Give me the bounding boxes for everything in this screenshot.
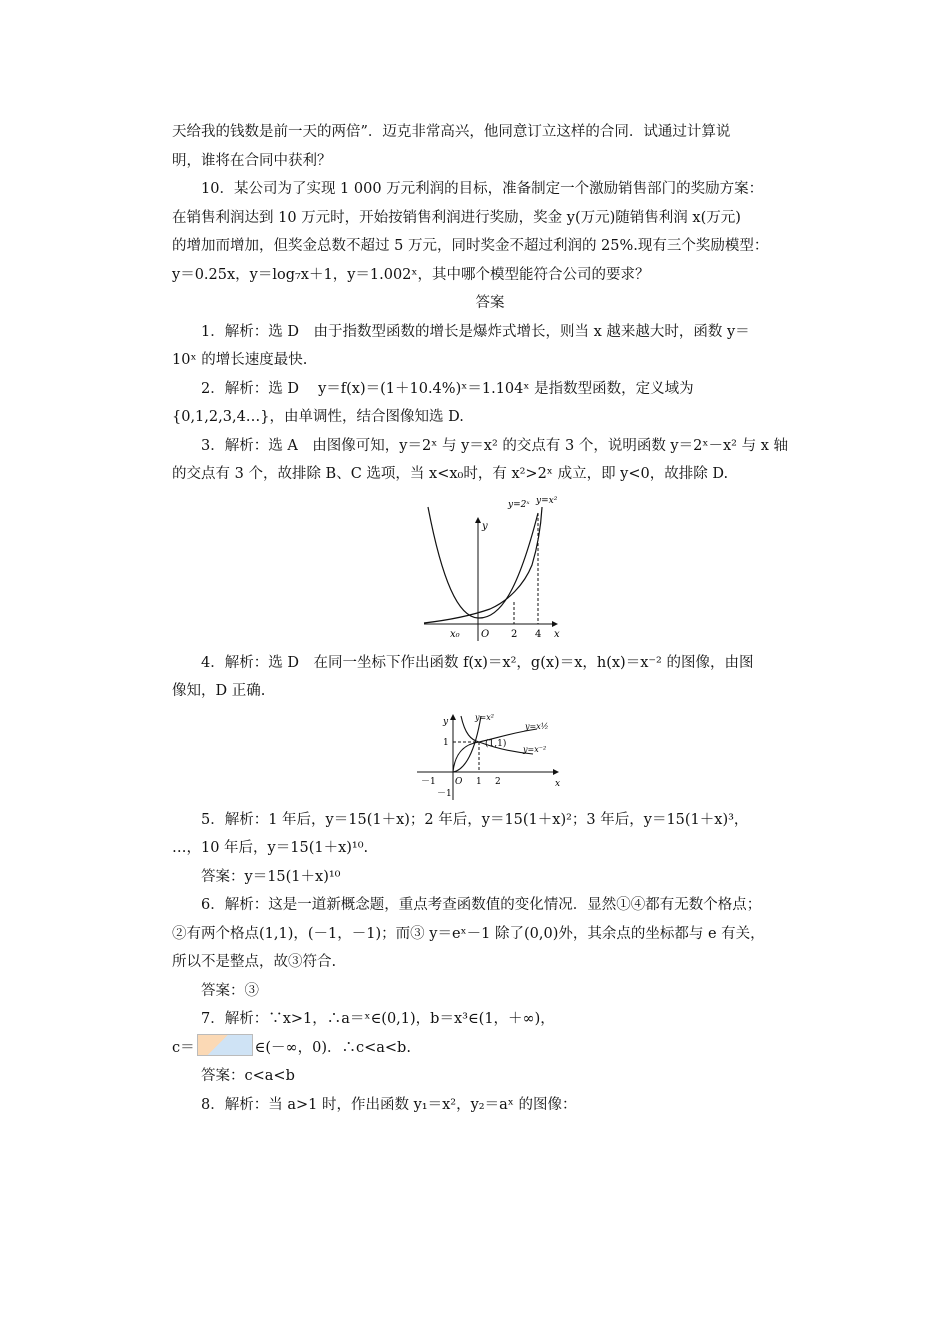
answer-3: 3．解析：选 A 由图像可知，y＝2ˣ 与 y＝x² 的交点有 3 个，说明函数 y＝2ˣ－x² 与 x 轴 [201, 437, 788, 454]
text-line: 所以不是整点，故③符合. [172, 954, 337, 970]
graph-power [415, 712, 565, 802]
point-label: (1,1) [485, 738, 507, 749]
text-fragment: ∈(－∞，0)．∴c<a<b. [254, 1039, 411, 1056]
y-axis-arrow [450, 714, 456, 720]
y-axis-label: y [443, 716, 449, 727]
answer-7-result: 答案：c<a<b [201, 1068, 295, 1084]
x-axis-arrow [553, 769, 559, 775]
answer-6-result: 答案：③ [201, 982, 259, 999]
text-line: 天给我的钱数是前一天的两倍”．迈克非常高兴，他同意订立这样的合同．试通过计算说 [172, 124, 731, 140]
answer-4: 4．解析：选 D 在同一坐标下作出函数 f(x)＝x²，g(x)＝x，h(x)＝x⁻² 的图像，由图 [201, 654, 754, 671]
text-line: {0,1,2,3,4…}，由单调性，结合图像知选 D. [172, 409, 464, 425]
label-x2: y=x² [536, 495, 558, 506]
y-axis-arrow [475, 517, 481, 523]
answer-8: 8．解析：当 a>1 时，作出函数 y₁＝x²，y₂＝aˣ 的图像： [201, 1096, 577, 1113]
text-line: y＝0.25x，y＝log₇x＋1，y＝1.002ˣ，其中哪个模型能符合公司的要求？ [172, 266, 650, 283]
label-xhalf: y=x½ [525, 721, 549, 731]
text-fragment: c＝ [172, 1039, 195, 1056]
label-x2: y=x² [475, 712, 494, 722]
text-line: 的增加而增加，但奖金总数不超过 5 万元，同时奖金不超过利润的 25%.现有三个奖励模型： [172, 238, 769, 254]
tick-1: 1 [476, 776, 482, 787]
document-content [172, 118, 808, 1119]
text-line: 像知，D 正确. [172, 683, 266, 699]
text-line: 的交点有 3 个，故排除 B、C 选项，当 x<x₀时，有 x²>2ˣ 成立，即 y<0，故排除 D. [172, 466, 729, 482]
answer-2: 2．解析：选 D y＝f(x)＝(1＋10.4%)ˣ＝1.104ˣ 是指数型函数，定义域为 [201, 380, 694, 397]
tick-minus1: －1 [421, 776, 436, 787]
text-line: 明，谁将在合同中获利？ [172, 152, 332, 169]
broken-image-icon [197, 1034, 253, 1056]
question-10: 10．某公司为了实现 1 000 万元利润的目标，准备制定一个激励销售部门的奖励方案： [201, 181, 764, 197]
y-tick-1: 1 [443, 737, 449, 748]
origin-label: O [481, 628, 490, 640]
answer-5-result: 答案：y＝15(1＋x)¹⁰ [201, 868, 341, 885]
origin-label: O [455, 776, 463, 787]
tick-4: 4 [535, 628, 542, 640]
text-line: 10ˣ 的增长速度最快. [172, 352, 308, 368]
graph-2x-x2 [420, 495, 560, 645]
label-2x: y=2ˣ [508, 499, 530, 510]
tick-2: 2 [495, 776, 501, 787]
text-line: …，10 年后，y＝15(1＋x)¹⁰. [172, 840, 369, 856]
text-line [172, 1034, 808, 1063]
answer-title: 答案 [475, 295, 505, 311]
figure-power-functions [172, 712, 808, 802]
curve-x2 [453, 716, 481, 772]
figure-2x-vs-x2 [172, 495, 808, 645]
x0-label: x₀ [450, 628, 460, 640]
answer-1: 1．解析：选 D 由于指数型函数的增长是爆炸式增长，则当 x 越来越大时，函数 y＝ [201, 323, 750, 340]
label-xm2: y=x⁻² [523, 744, 547, 754]
x-axis-label: x [554, 628, 560, 640]
text-line: 在销售利润达到 10 万元时，开始按销售利润进行奖励，奖金 y(万元)随销售利润 x(万元) [172, 209, 741, 226]
tick-2: 2 [511, 628, 518, 640]
y-tick-minus1: －1 [437, 788, 452, 799]
answer-5: 5．解析：1 年后，y＝15(1＋x)；2 年后，y＝15(1＋x)²；3 年后，y＝15(1＋x)³， [201, 811, 749, 828]
answer-7: 7．解析：∵x>1，∴a＝ˣ∈(0,1)，b＝x³∈(1，＋∞)， [201, 1011, 555, 1027]
x-axis-label: x [555, 778, 561, 789]
text-line: ②有两个格点(1,1)，(－1，－1)；而③ y＝eˣ－1 除了(0,0)外，其余点的坐标都与 e 有关， [172, 925, 765, 942]
x-axis-arrow [552, 621, 558, 627]
answer-6: 6．解析：这是一道新概念题，重点考查函数值的变化情况．显然①④都有无数个格点； [201, 897, 762, 913]
y-axis-label: y [482, 520, 488, 532]
